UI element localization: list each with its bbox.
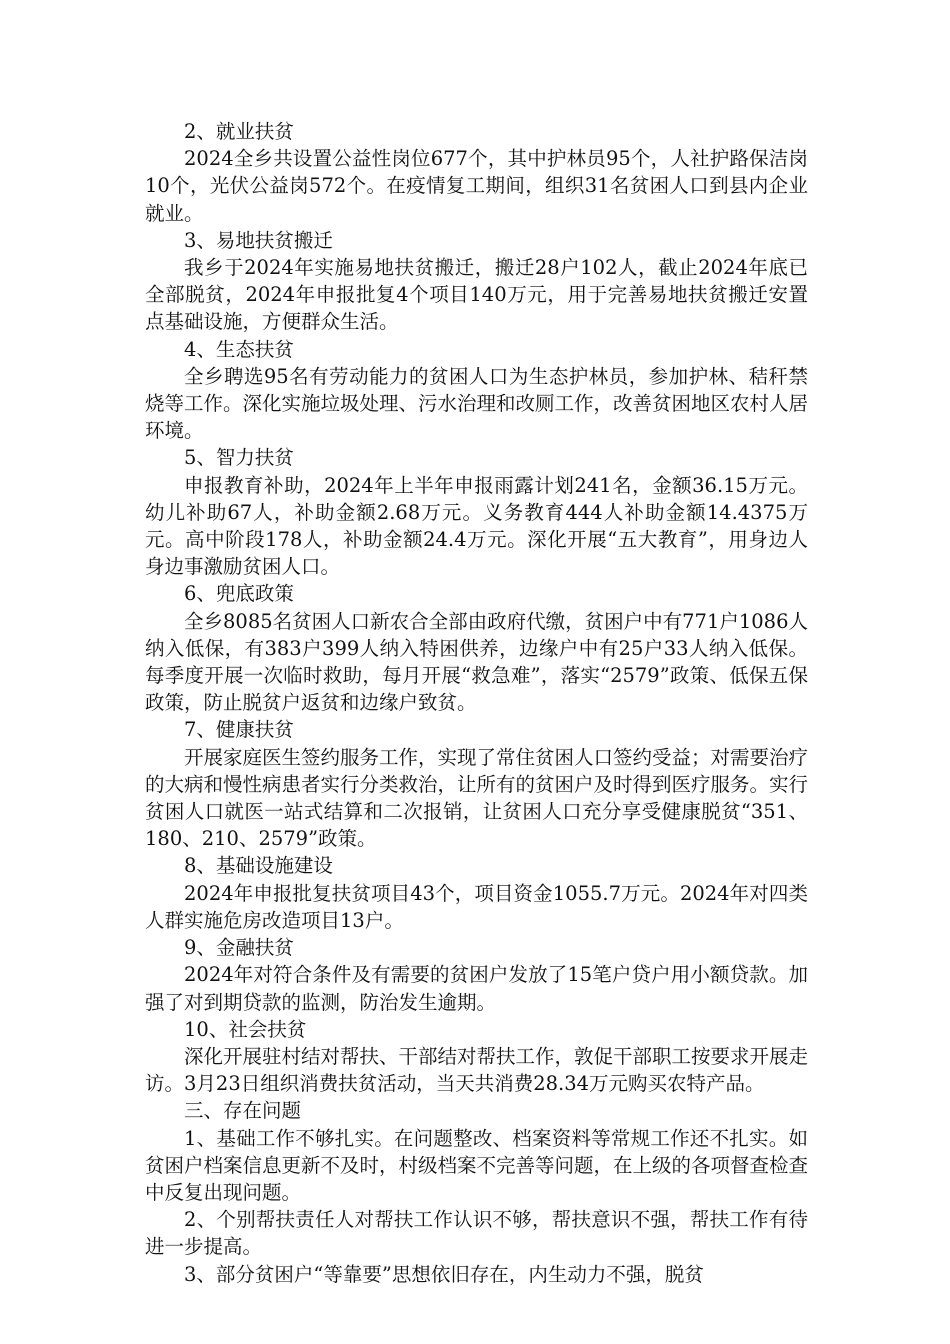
body-paragraph: 全乡8085名贫困人口新农合全部由政府代缴，贫困户中有771户1086人纳入低保，有383户399人纳入特困供养，边缘户中有25户33人纳入低保。每季度开展一次临时救助，每月开展“救急难”，落实“2579”政策、低保五保政策，防止脱贫户返贫和边缘户致贫。 [145, 609, 808, 715]
body-paragraph: 2024全乡共设置公益性岗位677个，其中护林员95个，人社护路保洁岗10个，光伏公益岗572个。在疫情复工期间，组织31名贫困人口到县内企业就业。 [145, 147, 808, 225]
body-paragraph: 我乡于2024年实施易地扶贫搬迁，搬迁28户102人，截止2024年底已全部脱贫，2024年申报批复4个项目140万元，用于完善易地扶贫搬迁安置点基础设施，方便群众生活。 [145, 256, 808, 334]
body-paragraph: 1、基础工作不够扎实。在问题整改、档案资料等常规工作还不扎实。如贫困户档案信息更新不及时，村级档案不完善等问题，在上级的各项督查检查中反复出现问题。 [145, 1126, 809, 1204]
body-paragraph: 3、部分贫困户“等靠要”思想依旧存在，内生动力不强，脱贫 [184, 1262, 704, 1286]
body-paragraph: 2024年申报批复扶贫项目43个，项目资金1055.7万元。2024年对四类人群实施危房改造项目13户。 [145, 881, 808, 932]
body-paragraph: 申报教育补助，2024年上半年申报雨露计划241名，金额36.15万元。幼儿补助67人，补助金额2.68万元。义务教育444人补助金额14.4375万元。高中阶段178人，补助金额24.4万元。深化开展“五大教育”，用身边人身边事激励贫困人口。 [145, 473, 808, 579]
body-paragraph: 全乡聘选95名有劳动能力的贫困人口为生态护林员，参加护林、秸秆禁烧等工作。深化实施垃圾处理、污水治理和改厕工作，改善贫困地区农村人居环境。 [145, 364, 809, 443]
section-heading: 3、易地扶贫搬迁 [184, 228, 333, 252]
body-paragraph: 2024年对符合条件及有需要的贫困户发放了15笔户贷户用小额贷款。加强了对到期贷款的监测，防治发生逾期。 [145, 963, 808, 1014]
section-heading: 2、就业扶贫 [184, 120, 294, 143]
body-paragraph: 深化开展驻村结对帮扶、干部结对帮扶工作，敦促干部职工按要求开展走访。3月23日组织消费扶贫活动，当天共消费28.34万元购买农特产品。 [145, 1044, 809, 1096]
document-body [145, 118, 808, 1288]
body-paragraph: 开展家庭医生签约服务工作，实现了常住贫困人口签约受益；对需要治疗的大病和慢性病患者实行分类救治，让所有的贫困户及时得到医疗服务。实行贫困人口就医一站式结算和二次报销，让贫困人口充分享受健康脱贫“351、180、210、2579”政策。 [145, 745, 809, 851]
section-heading: 6、兜底政策 [184, 582, 294, 606]
section-heading: 5、智力扶贫 [184, 446, 294, 470]
section-heading: 7、健康扶贫 [184, 718, 294, 742]
section-heading: 4、生态扶贫 [184, 337, 294, 361]
body-paragraph: 2、个别帮扶责任人对帮扶工作认识不够，帮扶意识不强，帮扶工作有待进一步提高。 [145, 1208, 808, 1259]
section-heading: 9、金融扶贫 [184, 936, 294, 960]
section-heading: 三、存在问题 [184, 1099, 302, 1123]
section-heading: 10、社会扶贫 [184, 1017, 307, 1041]
section-heading: 8、基础设施建设 [184, 854, 333, 878]
